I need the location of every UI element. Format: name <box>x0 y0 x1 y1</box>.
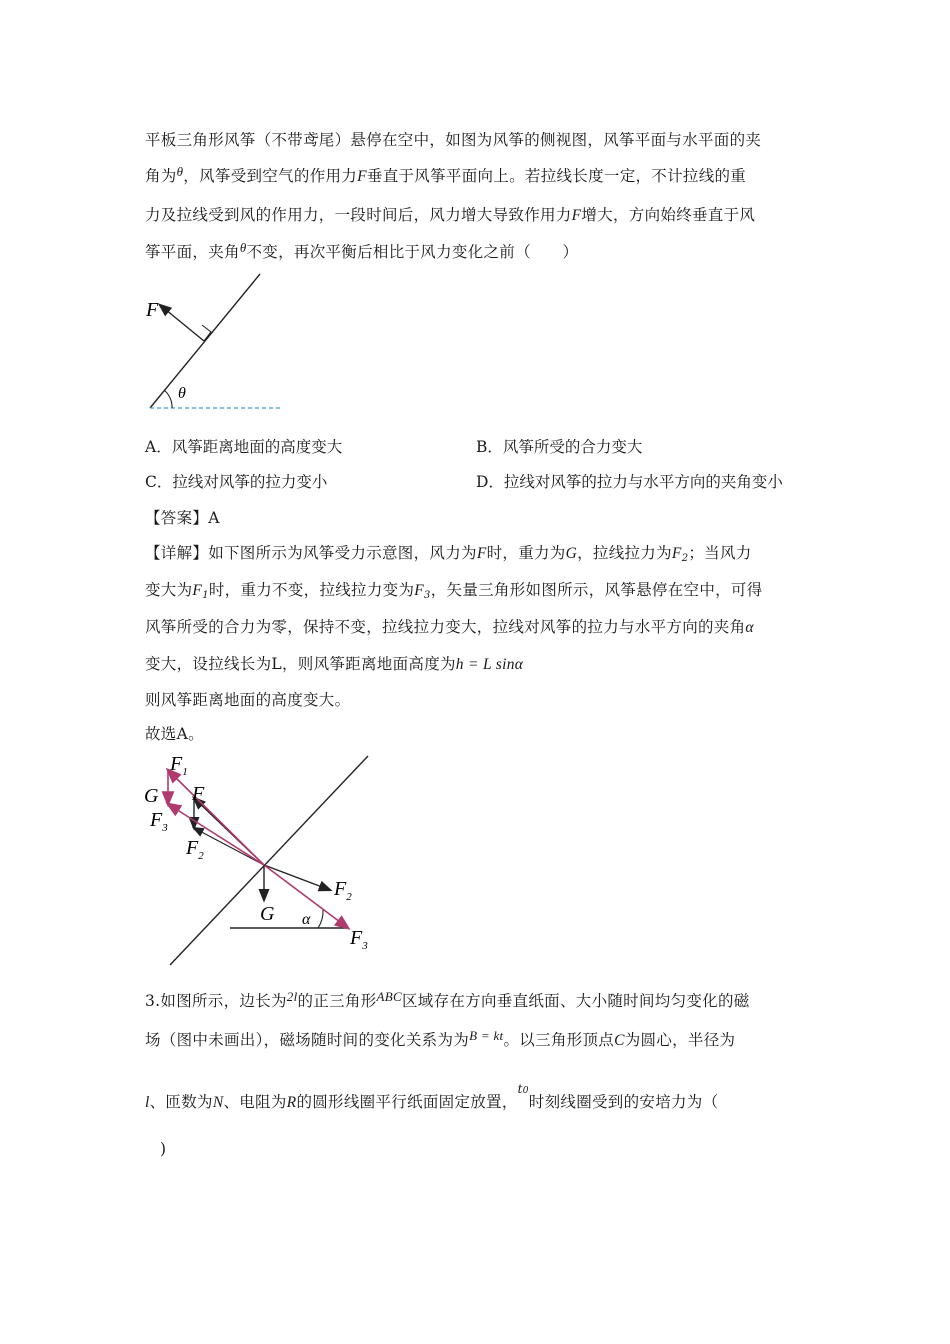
label-F: F <box>192 783 205 805</box>
q3-line-4: ) <box>160 1140 167 1158</box>
label-F1: $F_1$ <box>170 753 188 778</box>
label-alpha: α <box>302 911 311 928</box>
option-A[interactable]: A．风筝距离地面的高度变大 <box>145 438 343 456</box>
F2-string-arrow <box>264 865 330 890</box>
explain-line-2: 变大为$F_1$时，重力不变，拉线拉力变为$F_3$，矢量三角形如图所示，风筝悬停在空中，可得 <box>145 581 763 601</box>
q2-line-2: 角为$^\theta$，风筝受到空气的作用力F垂直于风筝平面向上。若拉线长度一定，不计拉线的重 <box>145 164 747 185</box>
label-G-bottom: G <box>260 903 275 925</box>
explain-line-5: 则风筝距离地面的高度变大。 <box>145 691 351 709</box>
label-theta: θ <box>178 385 186 402</box>
force-diagram <box>140 750 400 970</box>
explain-line-1: 【详解】如下图所示为风筝受力示意图，风力为F时，重力为G，拉线拉力为$F_2$；当风力 <box>145 544 752 564</box>
option-C[interactable]: C．拉线对风筝的拉力变小 <box>145 473 328 491</box>
q3-line-3: l、匝数为N、电阻为R的圆形线圈平行纸面固定放置，$^{t0}$时刻线圈受到的安培力为（ <box>145 1082 719 1111</box>
label-F: F <box>146 299 159 321</box>
q3-line-1: 3.如图所示，边长为$^{2l}$的正三角形$^{ABC}$区域存在方向垂直纸面、大小随时间均匀变化的磁 <box>145 989 750 1010</box>
label-G-left: G <box>144 785 159 807</box>
kite-plane-line <box>150 274 260 408</box>
F1-wind-arrow <box>168 770 264 865</box>
kite-side-view-diagram <box>140 268 340 418</box>
theta-arc <box>164 390 172 408</box>
right-angle-mark <box>202 325 211 341</box>
force-F-arrow <box>160 305 204 341</box>
q2-line-4: 筝平面，夹角$^\theta$不变，再次平衡后相比于风力变化之前（ ） <box>145 240 579 261</box>
label-F3-bottom: $F_3$ <box>350 927 368 952</box>
explain-line-4: 变大，设拉线长为L，则风筝距离地面高度为h = L sinα <box>145 655 524 673</box>
explain-line-6: 故选A。 <box>145 725 204 743</box>
alpha-arc <box>318 910 323 928</box>
option-B[interactable]: B．风筝所受的合力变大 <box>476 438 643 456</box>
explain-line-3: 风筝所受的合力为零，保持不变，拉线拉力变大，拉线对风筝的拉力与水平方向的夹角α <box>145 618 754 636</box>
label-F2-right: $F_2$ <box>334 878 352 903</box>
F3-purple-arrow <box>168 804 264 865</box>
label-F2-left: $F_2$ <box>186 837 204 862</box>
q3-line-2: 场（图中未画出），磁场随时间的变化关系为为$^{B = kt}$。以三角形顶点C为圆心，半径为 <box>145 1028 736 1049</box>
F2-small-arrow <box>194 828 264 865</box>
label-F3-left: $F_3$ <box>150 809 168 834</box>
q2-line-3: 力及拉线受到风的作用力，一段时间后，风力增大导致作用力F增大，方向始终垂直于风 <box>145 206 756 224</box>
q2-line-1: 平板三角形风筝（不带鸢尾）悬停在空中，如图为风筝的侧视图，风筝平面与水平面的夹 <box>145 131 762 149</box>
answer-line: 【答案】A <box>145 509 220 527</box>
option-D[interactable]: D．拉线对风筝的拉力与水平方向的夹角变小 <box>476 473 783 491</box>
